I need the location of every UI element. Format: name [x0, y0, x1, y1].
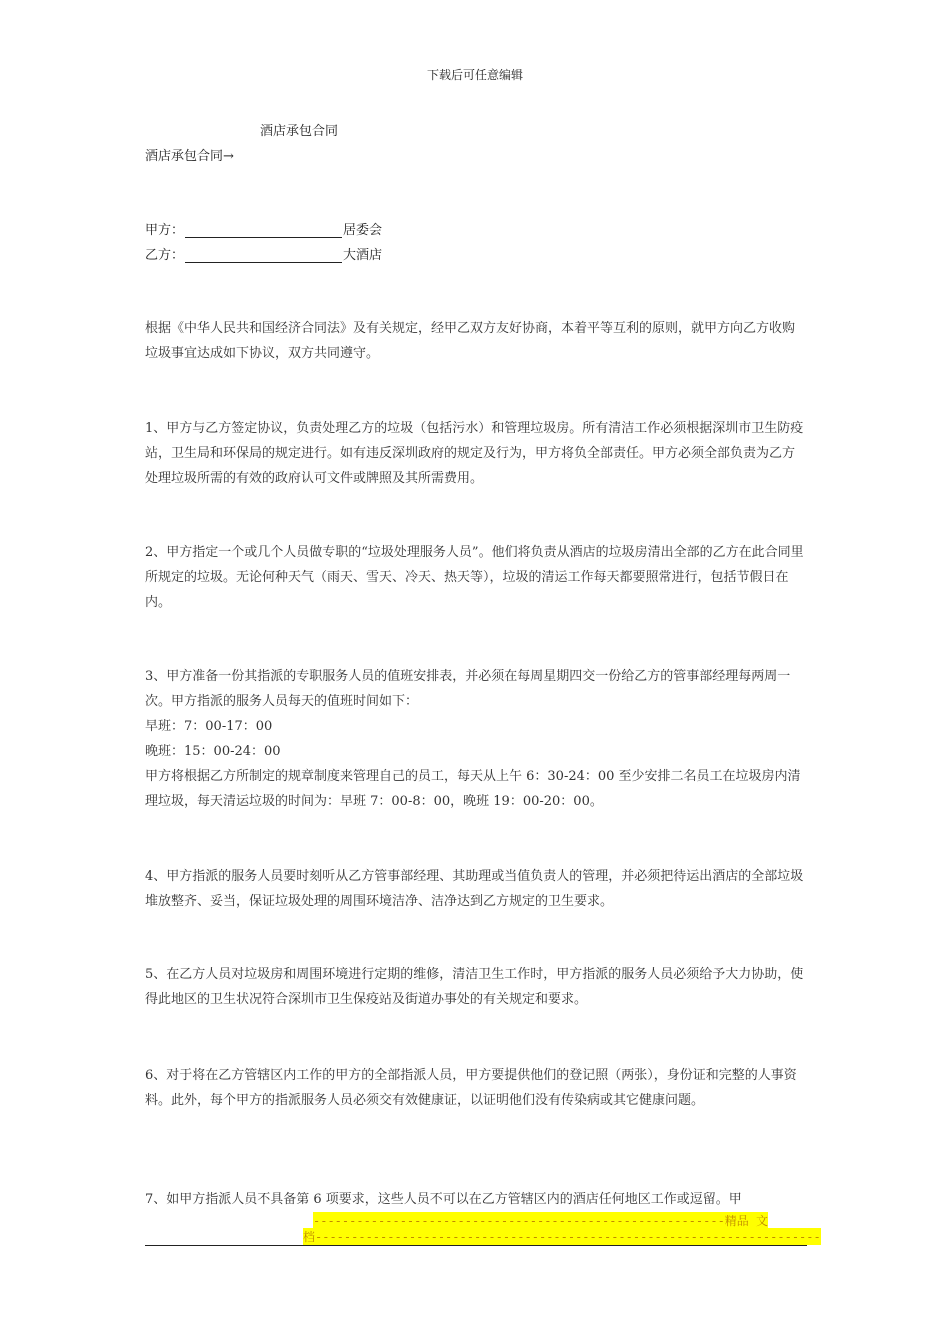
footer-divider — [145, 1245, 807, 1246]
party-a-suffix: 居委会 — [343, 223, 383, 238]
clause-text: 6、对于将在乙方管辖区内工作的甲方的全部指派人员，甲方要提供他们的登记照（两张），身份证和完整的人事资料。此外，每个甲方的指派服务人员必须交有效健康证，以证明他们没有传染病或其它健康问题。 — [145, 1068, 797, 1108]
party-a-blank — [185, 223, 342, 238]
clause-4 — [145, 864, 807, 914]
party-b-blank — [185, 248, 342, 263]
clause-text: 7、如甲方指派人员不具备第 6 项要求，这些人员不可以在乙方管辖区内的酒店任何地区工作或逗留。甲 — [145, 1192, 742, 1207]
party-b-suffix: 大酒店 — [343, 248, 383, 263]
clause-text: 2、甲方指定一个或几个人员做专职的“垃圾处理服务人员”。他们将负责从酒店的垃圾房清出全部的乙方在此合同里所规定的垃圾。无论何种天气（雨天、雪天、冷天、热天等），垃圾的清运工作每天都要照常进行，包括节假日在内。 — [145, 545, 804, 610]
party-a-line — [145, 219, 382, 238]
intro-paragraph — [145, 316, 807, 366]
clause-text: 1、甲方与乙方签定协议，负责处理乙方的垃圾（包括污水）和管理垃圾房。所有清洁工作必须根据深圳市卫生防疫站，卫生局和环保局的规定进行。如有违反深圳政府的规定及行为，甲方将负全部责任。甲方必须全部负责为乙方处理垃圾所需的有效的政府认可文件或牌照及其所需费用。 — [145, 421, 804, 486]
intro-text: 根据《中华人民共和国经济合同法》及有关规定，经甲乙双方友好协商，本着平等互利的原则，就甲方向乙方收购垃圾事宜达成如下协议，双方共同遵守。 — [145, 321, 796, 361]
header-note: 下载后可任意编辑 — [426, 68, 523, 82]
footer-line-1: ---------------------------------------------------------精品 文 — [313, 1214, 769, 1228]
clause-3-intro: 3、甲方准备一份其指派的专职服务人员的值班安排表，并必须在每周星期四交一份给乙方的管事部经理每两周一次。甲方指派的服务人员每天的值班时间如下： — [145, 669, 791, 709]
footer-watermark — [145, 1210, 821, 1246]
clause-3-evening-shift: 晚班：15：00-24：00 — [145, 744, 281, 759]
party-b-line — [145, 244, 382, 263]
clause-3-morning-shift: 早班：7：00-17：00 — [145, 719, 273, 734]
clause-text: 5、在乙方人员对垃圾房和周围环境进行定期的维修，清洁卫生工作时，甲方指派的服务人员必须给予大力协助，使得此地区的卫生状况符合深圳市卫生保疫站及街道办事处的有关规定和要求。 — [145, 967, 804, 1007]
clause-1 — [145, 416, 807, 491]
clause-5 — [145, 962, 807, 1012]
clause-3-rest: 甲方将根据乙方所制定的规章制度来管理自己的员工，每天从上午 6：30-24：00 至少安排二名员工在垃圾房内清理垃圾，每天清运垃圾的时间为：早班 7：00-8：00，晚班 19：00-20：00。 — [145, 769, 801, 809]
document-subtitle: 酒店承包合同→ — [145, 149, 234, 164]
document-title: 酒店承包合同 — [260, 124, 339, 139]
clause-3 — [145, 664, 807, 814]
party-b-label: 乙方： — [145, 248, 185, 263]
clause-text: 4、甲方指派的服务人员要时刻听从乙方管事部经理、其助理或当值负责人的管理，并必须把待运出酒店的全部垃圾堆放整齐、妥当，保证垃圾处理的周围环境洁净、洁净达到乙方规定的卫生要求。 — [145, 869, 804, 909]
clause-6 — [145, 1063, 807, 1113]
clause-7 — [145, 1187, 807, 1212]
clause-2 — [145, 540, 807, 615]
footer-line-2: 档---------------------------------------------------------------------- — [303, 1230, 821, 1244]
party-a-label: 甲方： — [145, 223, 185, 238]
